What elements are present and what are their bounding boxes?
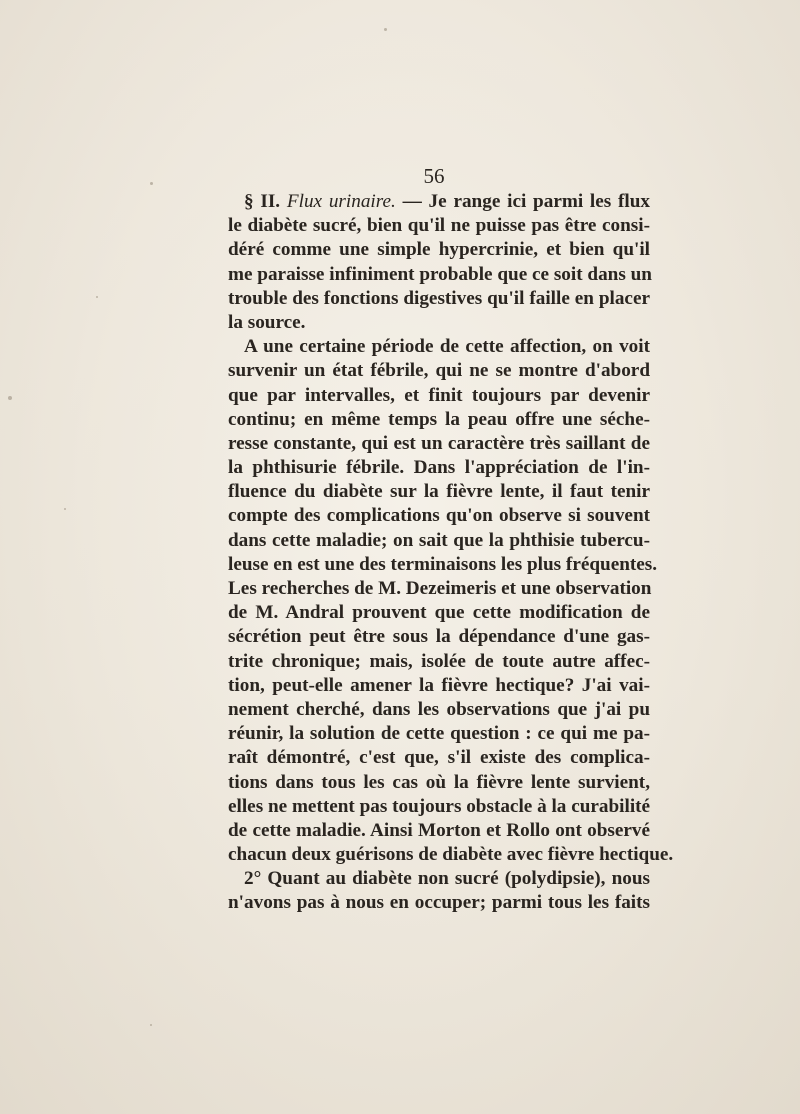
text-line: elles ne mettent pas toujours obstacle à la curabilité (228, 795, 651, 817)
text-line: resse constante, qui est un caractère très saillant de (228, 432, 650, 454)
page-number: 56 (423, 164, 445, 188)
body-text (228, 190, 674, 916)
text-line: dans cette maladie; on sait que la phthisie tubercu- (228, 529, 650, 551)
text-line: Les recherches de M. Dezeimeris et une observation (228, 578, 652, 599)
paper-speck (384, 28, 387, 31)
text-line: fluence du diabète sur la fièvre lente, il faut tenir (228, 481, 650, 503)
paper-speck (150, 1024, 152, 1026)
text-line: A une certaine période de cette affection, on voit (244, 336, 650, 358)
text-line: trite chronique; mais, isolée de toute autre affec- (228, 650, 650, 672)
text-line: de cette maladie. Ainsi Morton et Rollo ont observé (228, 819, 650, 841)
text-line: déré comme une simple hypercrinie, et bien qu'il (228, 239, 650, 261)
text-line: de M. Andral prouvent que cette modification de (228, 602, 650, 624)
section-intro: — Je range ici parmi les flux (395, 191, 651, 212)
text-line: trouble des fonctions digestives qu'il faille en placer (228, 287, 650, 309)
text-line: compte des complications qu'on observe si souvent (228, 505, 650, 527)
text-line: sécrétion peut être sous la dépendance d'une gas- (228, 626, 650, 648)
paragraph1-line1 (228, 190, 650, 214)
paper-speck (64, 508, 66, 510)
text-line: survenir un état fébrile, qui ne se montre d'abord (228, 360, 650, 382)
paper-speck (8, 396, 12, 400)
section-marker: § II. (244, 191, 287, 212)
text-line: que par intervalles, et finit toujours par devenir (228, 384, 650, 406)
text-line: le diabète sucré, bien qu'il ne puisse pas être consi- (228, 215, 650, 237)
text-line: tions dans tous les cas où la fièvre lente survient, (228, 771, 650, 793)
text-line: raît démontré, c'est que, s'il existe des complica- (228, 747, 650, 769)
text-line: continu; en même temps la peau offre une séche- (228, 408, 650, 430)
text-line: chacun deux guérisons de diabète avec fièvre hectique. (228, 844, 674, 866)
text-line: me paraisse infiniment probable que ce soit dans un (228, 263, 652, 285)
text-line: tion, peut-elle amener la fièvre hectique? J'ai vai- (228, 674, 650, 696)
text-line: n'avons pas à nous en occuper; parmi tous les faits (228, 892, 650, 914)
text-line: nement cherché, dans les observations que j'ai pu (228, 698, 650, 720)
text-line: 2° Quant au diabète non sucré (polydipsie), nous (244, 868, 650, 890)
text-line: réunir, la solution de cette question : ce qui me pa- (228, 723, 650, 745)
paper-speck (96, 296, 98, 298)
text-line: leuse en est une des terminaisons les plus fréquentes. (228, 553, 658, 575)
text-line: la source. (228, 311, 306, 333)
text-line: la phthisurie fébrile. Dans l'appréciation de l'in- (228, 457, 650, 479)
section-title: Flux urinaire. (286, 191, 396, 212)
